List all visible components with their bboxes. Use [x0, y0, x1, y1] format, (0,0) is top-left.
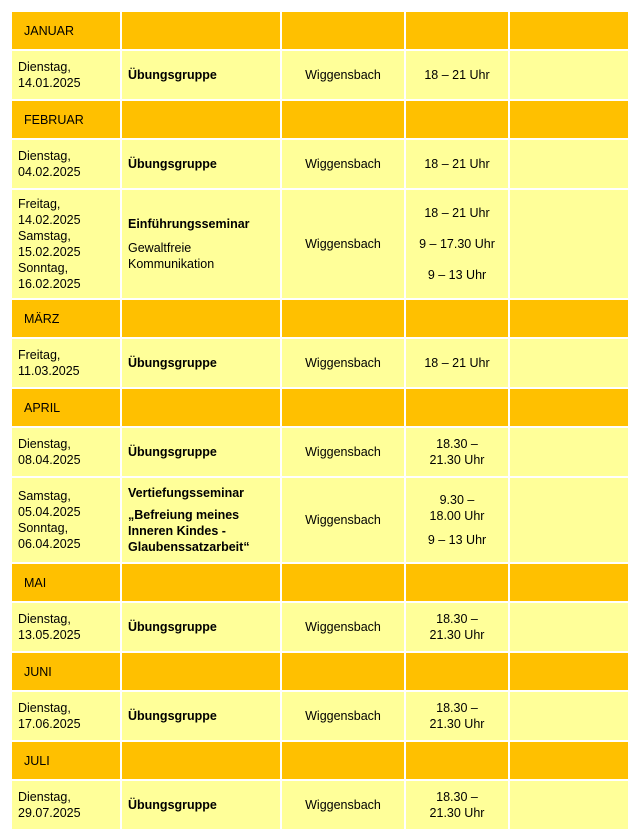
empty-cell [406, 389, 508, 426]
event-date [12, 140, 120, 188]
empty-cell [510, 12, 628, 49]
month-label: MAI [12, 564, 120, 601]
event-row [12, 692, 628, 740]
event-place: Wiggensbach [282, 339, 404, 387]
title-line: Vertiefungsseminar [128, 486, 245, 500]
empty-cell [122, 12, 280, 49]
empty-cell [510, 603, 628, 651]
time-line: 18 – 21 Uhr [424, 206, 490, 220]
event-row [12, 140, 628, 188]
empty-cell [282, 564, 404, 601]
date-line: Samstag, [18, 489, 71, 503]
event-title [122, 190, 280, 298]
event-date [12, 478, 120, 562]
date-line: 11.03.2025 [18, 364, 80, 378]
event-time [406, 478, 508, 562]
event-place: Wiggensbach [282, 781, 404, 829]
month-label: FEBRUAR [12, 101, 120, 138]
month-label: JANUAR [12, 12, 120, 49]
month-label: MÄRZ [12, 300, 120, 337]
empty-cell [282, 389, 404, 426]
empty-cell [510, 140, 628, 188]
empty-cell [510, 389, 628, 426]
date-line: 05.04.2025 [18, 505, 81, 519]
empty-cell [510, 190, 628, 298]
empty-cell [282, 653, 404, 690]
date-line: Dienstag, [18, 612, 71, 626]
date-line: 15.02.2025 [18, 245, 81, 259]
event-place: Wiggensbach [282, 140, 404, 188]
empty-cell [510, 339, 628, 387]
event-date [12, 692, 120, 740]
event-title: Übungsgruppe [122, 51, 280, 99]
empty-cell [510, 692, 628, 740]
empty-cell [282, 101, 404, 138]
empty-cell [282, 300, 404, 337]
empty-cell [122, 742, 280, 779]
date-line: Sonntag, [18, 261, 69, 275]
empty-cell [122, 653, 280, 690]
event-title [122, 478, 280, 562]
empty-cell [282, 742, 404, 779]
empty-cell [406, 101, 508, 138]
event-time [406, 603, 508, 651]
subtitle-line: „Befreiung meines [128, 508, 240, 522]
month-row-juli [12, 742, 628, 779]
subtitle-line: Gewaltfreie [128, 241, 192, 255]
event-date [12, 51, 120, 99]
empty-cell [510, 300, 628, 337]
event-row [12, 428, 628, 476]
date-line: Sonntag, [18, 521, 69, 535]
empty-cell [510, 428, 628, 476]
event-row [12, 781, 628, 829]
date-line: Dienstag, [18, 437, 71, 451]
event-time [406, 190, 508, 298]
event-row [12, 603, 628, 651]
month-row-januar [12, 12, 628, 49]
event-place: Wiggensbach [282, 478, 404, 562]
month-row-februar [12, 101, 628, 138]
month-row-mai [12, 564, 628, 601]
date-line: 08.04.2025 [18, 453, 81, 467]
subtitle-line: Glaubenssatzarbeit“ [128, 540, 250, 554]
event-row [12, 190, 628, 298]
empty-cell [122, 300, 280, 337]
time-line: 18.30 – 21.30 Uhr [429, 701, 485, 731]
date-line: 29.07.2025 [18, 806, 81, 820]
event-time: 18 – 21 Uhr [406, 140, 508, 188]
event-row [12, 478, 628, 562]
empty-cell [122, 101, 280, 138]
date-line: 13.05.2025 [18, 628, 81, 642]
event-title: Übungsgruppe [122, 781, 280, 829]
event-date [12, 781, 120, 829]
empty-cell [510, 653, 628, 690]
empty-cell [406, 564, 508, 601]
date-line: Dienstag, [18, 149, 71, 163]
time-line: 18.30 – 21.30 Uhr [429, 790, 485, 820]
event-place: Wiggensbach [282, 51, 404, 99]
date-line: Dienstag, [18, 701, 71, 715]
title-line: Einführungsseminar [128, 217, 250, 231]
event-title: Übungsgruppe [122, 140, 280, 188]
event-title: Übungsgruppe [122, 428, 280, 476]
time-line: 18.30 – 21.30 Uhr [429, 437, 485, 467]
empty-cell [406, 300, 508, 337]
event-time: 18 – 21 Uhr [406, 339, 508, 387]
date-line: Freitag, [18, 197, 61, 211]
date-line: 06.04.2025 [18, 537, 81, 551]
event-title: Übungsgruppe [122, 339, 280, 387]
event-time [406, 692, 508, 740]
date-line: Dienstag, [18, 790, 71, 804]
time-line: 18.30 – 21.30 Uhr [429, 612, 485, 642]
empty-cell [510, 564, 628, 601]
date-line: 16.02.2025 [18, 277, 81, 291]
subtitle-line: Kommunikation [128, 257, 215, 271]
month-row-juni [12, 653, 628, 690]
empty-cell [282, 12, 404, 49]
event-subtitle [128, 240, 280, 272]
event-place: Wiggensbach [282, 692, 404, 740]
empty-cell [510, 742, 628, 779]
event-place: Wiggensbach [282, 428, 404, 476]
event-time: 18 – 21 Uhr [406, 51, 508, 99]
empty-cell [122, 389, 280, 426]
time-line: 9.30 – 18.00 Uhr [429, 493, 485, 523]
empty-cell [406, 12, 508, 49]
empty-cell [510, 478, 628, 562]
month-label: APRIL [12, 389, 120, 426]
month-label: JUNI [12, 653, 120, 690]
empty-cell [122, 564, 280, 601]
empty-cell [406, 653, 508, 690]
date-line: Freitag, [18, 348, 61, 362]
event-place: Wiggensbach [282, 603, 404, 651]
date-line: 04.02.2025 [18, 165, 81, 179]
date-line: 14.02.2025 [18, 213, 81, 227]
event-title: Übungsgruppe [122, 692, 280, 740]
event-title: Übungsgruppe [122, 603, 280, 651]
event-subtitle [128, 507, 280, 555]
event-row [12, 339, 628, 387]
empty-cell [406, 742, 508, 779]
date-line: 17.06.2025 [18, 717, 81, 731]
date-line: Dienstag, [18, 60, 71, 74]
month-row-april [12, 389, 628, 426]
time-line: 9 – 13 Uhr [427, 533, 487, 547]
empty-cell [510, 781, 628, 829]
time-line: 9 – 13 Uhr [427, 268, 487, 282]
date-line: Samstag, [18, 229, 71, 243]
month-row-maerz [12, 300, 628, 337]
empty-cell [510, 51, 628, 99]
event-date [12, 603, 120, 651]
event-date [12, 428, 120, 476]
event-time [406, 781, 508, 829]
month-label: JULI [12, 742, 120, 779]
event-place: Wiggensbach [282, 190, 404, 298]
empty-cell [510, 101, 628, 138]
schedule-table [10, 10, 630, 831]
event-row [12, 51, 628, 99]
event-date [12, 339, 120, 387]
date-line: 14.01.2025 [18, 76, 81, 90]
event-date [12, 190, 120, 298]
subtitle-line: Inneren Kindes - [128, 524, 226, 538]
time-line: 9 – 17.30 Uhr [419, 237, 495, 251]
event-time [406, 428, 508, 476]
